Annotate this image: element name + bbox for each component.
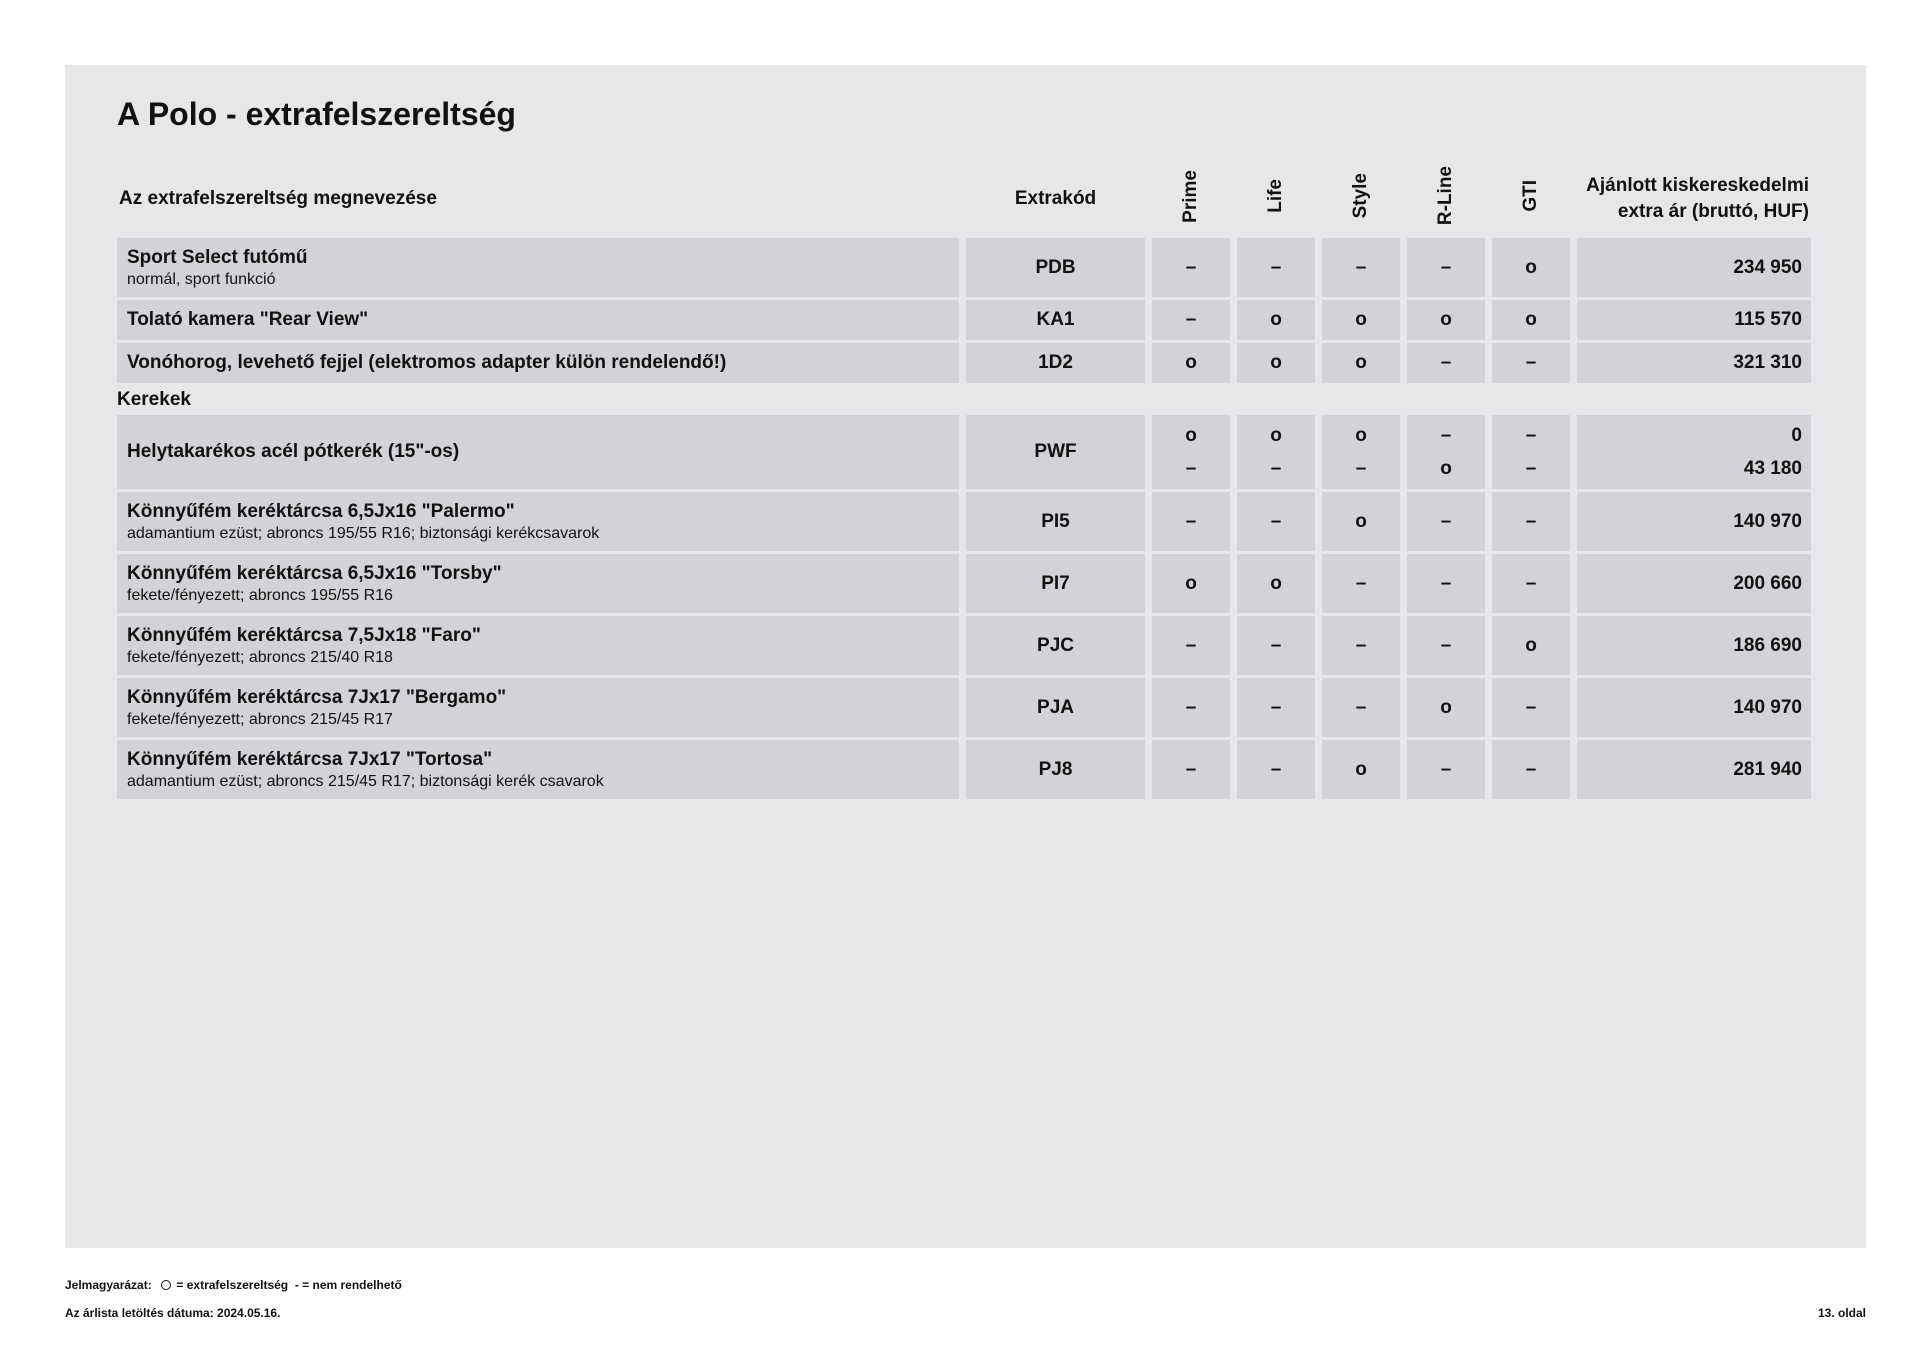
trim-style-cell: o (1322, 343, 1400, 383)
extras-table (110, 160, 1818, 802)
section-row (117, 386, 1811, 412)
option-price: 0 43 180 (1577, 415, 1811, 489)
trim-style-cell: – (1322, 616, 1400, 675)
page-title: A Polo - extrafelszereltség (117, 96, 516, 132)
trim-gti-cell: o (1492, 238, 1570, 297)
option-code: PJC (966, 616, 1145, 675)
option-price: 140 970 (1577, 492, 1811, 551)
option-price: 321 310 (1577, 343, 1811, 383)
trim-prime-cell: – (1152, 238, 1230, 297)
trim-prime-cell: – (1152, 492, 1230, 551)
table-row (117, 678, 1811, 737)
option-code: PJA (966, 678, 1145, 737)
circle-icon (161, 1280, 171, 1290)
option-price: 186 690 (1577, 616, 1811, 675)
trim-style-cell: – (1322, 554, 1400, 613)
header-name: Az extrafelszereltség megnevezése (119, 188, 437, 209)
trim-style-cell: o – (1322, 415, 1400, 489)
trim-rline-cell: – (1407, 616, 1485, 675)
header-trim-rline: R-Line (1435, 166, 1456, 226)
option-name-cell: Sport Select futómű normál, sport funkció (117, 238, 959, 297)
trim-style-cell: o (1322, 740, 1400, 799)
option-code: 1D2 (966, 343, 1145, 383)
option-code: KA1 (966, 300, 1145, 340)
table-row (117, 492, 1811, 551)
option-name-cell: Könnyűfém keréktárcsa 7Jx17 "Bergamo" fekete/fényezett; abroncs 215/45 R17 (117, 678, 959, 737)
download-date: Az árlista letöltés dátuma: 2024.05.16. (65, 1306, 281, 1320)
trim-rline-cell: – (1407, 492, 1485, 551)
trim-gti-cell: – (1492, 492, 1570, 551)
option-code: PJ8 (966, 740, 1145, 799)
trim-gti-cell: – (1492, 740, 1570, 799)
trim-style-cell: o (1322, 300, 1400, 340)
option-name-cell: Könnyűfém keréktárcsa 7,5Jx18 "Faro" fekete/fényezett; abroncs 215/40 R18 (117, 616, 959, 675)
option-price: 281 940 (1577, 740, 1811, 799)
trim-rline-cell: – (1407, 554, 1485, 613)
header-trim-life: Life (1265, 179, 1286, 213)
trim-prime-cell: o (1152, 343, 1230, 383)
table-row (117, 554, 1811, 613)
trim-life-cell: – (1237, 740, 1315, 799)
trim-gti-cell: – (1492, 343, 1570, 383)
option-name-cell: Könnyűfém keréktárcsa 6,5Jx16 "Palermo" adamantium ezüst; abroncs 195/55 R16; biztonsági kerékcsavarok (117, 492, 959, 551)
legend-label: Jelmagyarázat: (65, 1278, 152, 1292)
header-trim-style: Style (1350, 173, 1371, 219)
option-code: PI7 (966, 554, 1145, 613)
table-row (117, 300, 1811, 340)
trim-rline-cell: – o (1407, 415, 1485, 489)
option-price: 200 660 (1577, 554, 1811, 613)
trim-prime-cell: – (1152, 616, 1230, 675)
legend-not-available: - = nem rendelhető (294, 1278, 402, 1292)
trim-rline-cell: – (1407, 238, 1485, 297)
trim-gti-cell: – (1492, 554, 1570, 613)
trim-life-cell: – (1237, 616, 1315, 675)
option-name-cell: Vonóhorog, levehető fejjel (elektromos adapter külön rendelendő!) (117, 343, 959, 383)
trim-gti-cell: – (1492, 678, 1570, 737)
table-header-row (117, 163, 1811, 235)
trim-gti-cell: – – (1492, 415, 1570, 489)
trim-life-cell: o (1237, 554, 1315, 613)
option-name-cell: Könnyűfém keréktárcsa 7Jx17 "Tortosa" adamantium ezüst; abroncs 215/45 R17; biztonsági kerék csavarok (117, 740, 959, 799)
trim-prime-cell: o (1152, 554, 1230, 613)
option-price: 115 570 (1577, 300, 1811, 340)
option-code: PI5 (966, 492, 1145, 551)
header-code: Extrakód (1014, 188, 1097, 209)
legend (65, 1278, 402, 1292)
trim-prime-cell: – (1152, 740, 1230, 799)
option-name-cell: Tolató kamera "Rear View" (117, 300, 959, 340)
option-code: PWF (966, 415, 1145, 489)
table-row (117, 415, 1811, 489)
section-label: Kerekek (117, 389, 191, 410)
trim-prime-cell: o – (1152, 415, 1230, 489)
table-row (117, 740, 1811, 799)
option-code: PDB (966, 238, 1145, 297)
trim-prime-cell: – (1152, 678, 1230, 737)
legend-option: = extrafelszereltség (176, 1278, 289, 1292)
trim-style-cell: o (1322, 492, 1400, 551)
header-trim-prime: Prime (1180, 169, 1201, 223)
trim-gti-cell: o (1492, 300, 1570, 340)
table-row (117, 238, 1811, 297)
option-price: 140 970 (1577, 678, 1811, 737)
header-trim-gti: GTI (1520, 180, 1541, 212)
option-name-cell: Könnyűfém keréktárcsa 6,5Jx16 "Torsby" fekete/fényezett; abroncs 195/55 R16 (117, 554, 959, 613)
trim-life-cell: o (1237, 300, 1315, 340)
trim-life-cell: – (1237, 678, 1315, 737)
table-row (117, 343, 1811, 383)
trim-rline-cell: o (1407, 678, 1485, 737)
trim-style-cell: – (1322, 678, 1400, 737)
trim-rline-cell: o (1407, 300, 1485, 340)
option-name-cell: Helytakarékos acél pótkerék (15"-os) (117, 415, 959, 489)
trim-prime-cell: – (1152, 300, 1230, 340)
trim-life-cell: – (1237, 492, 1315, 551)
trim-rline-cell: – (1407, 740, 1485, 799)
trim-rline-cell: – (1407, 343, 1485, 383)
option-price: 234 950 (1577, 238, 1811, 297)
table-row (117, 616, 1811, 675)
trim-life-cell: o (1237, 343, 1315, 383)
page-number: 13. oldal (1817, 1306, 1866, 1320)
trim-life-cell: – (1237, 238, 1315, 297)
trim-gti-cell: o (1492, 616, 1570, 675)
trim-life-cell: o – (1237, 415, 1315, 489)
trim-style-cell: – (1322, 238, 1400, 297)
header-price: Ajánlott kiskereskedelmi extra ár (bruttó, HUF) (1586, 175, 1809, 222)
